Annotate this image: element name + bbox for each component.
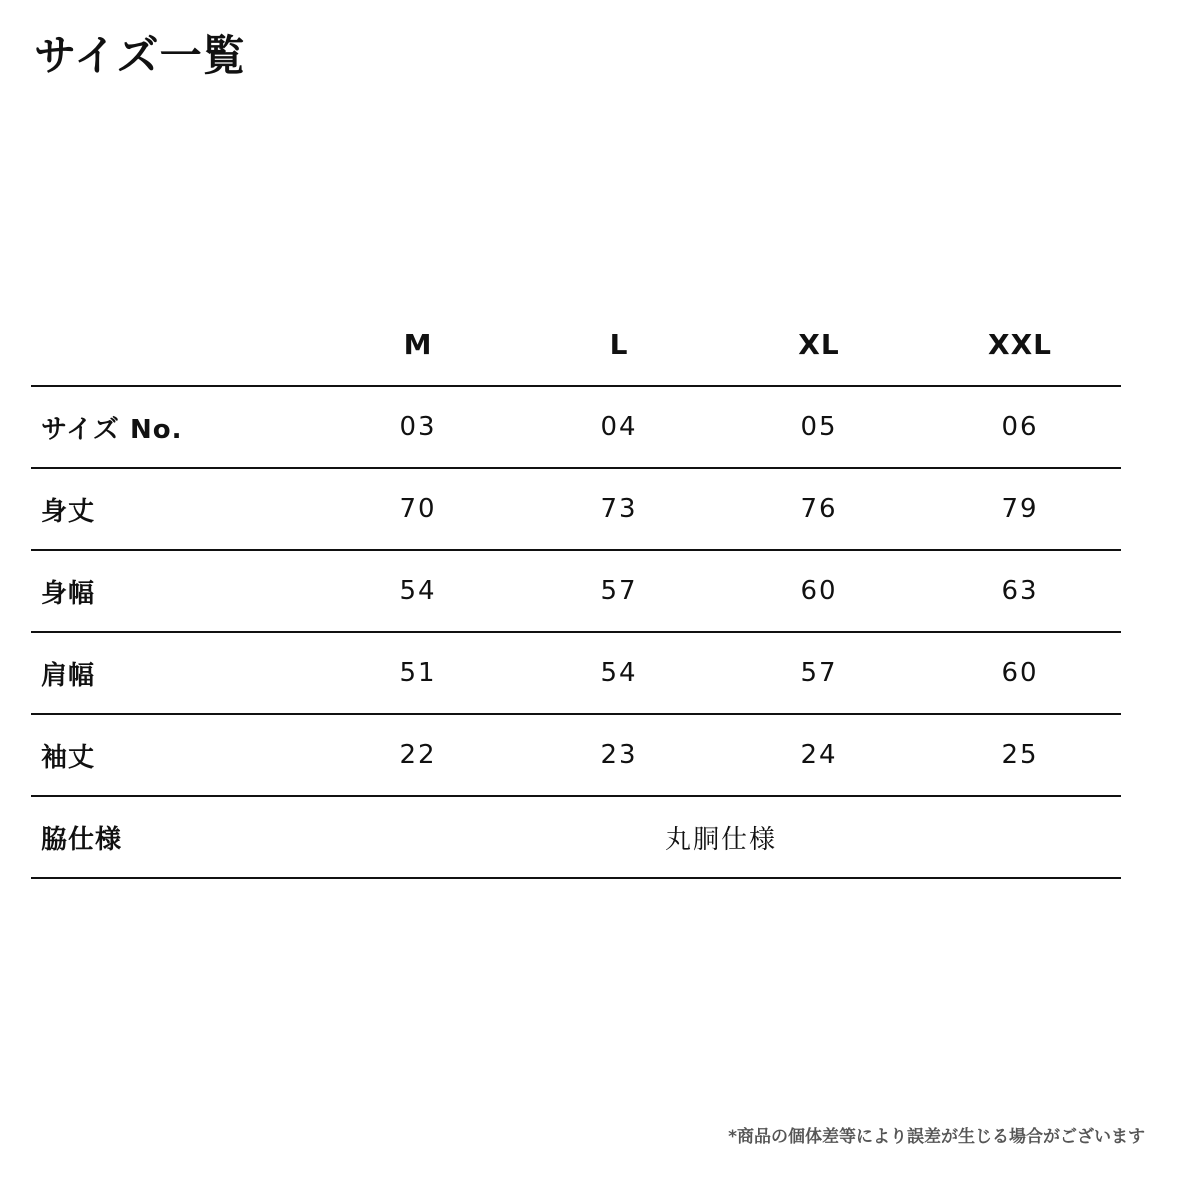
- table-cell: 54: [399, 576, 437, 606]
- table-cell: 22: [399, 740, 437, 770]
- row-label: 脇仕様: [41, 824, 123, 855]
- table-row-body-width: [31, 551, 1121, 633]
- table-cell: 03: [399, 412, 437, 442]
- page-title: サイズ一覧: [34, 31, 246, 80]
- table-row-shoulder-width: [31, 633, 1121, 715]
- table-cell: 76: [800, 494, 838, 524]
- header-cell-l: L: [609, 327, 629, 361]
- footnote: *商品の個体差等により誤差が生じる場合がございます: [728, 1127, 1145, 1147]
- table-cell: 57: [600, 576, 638, 606]
- table-cell: 24: [800, 740, 838, 770]
- table-cell: 60: [800, 576, 838, 606]
- table-row-side-spec: [31, 797, 1121, 879]
- table-cell: 51: [399, 658, 437, 688]
- table-cell: 54: [600, 658, 638, 688]
- row-label: 袖丈: [41, 742, 96, 773]
- table-cell: 60: [1001, 658, 1039, 688]
- table-cell: 63: [1001, 576, 1039, 606]
- table-row-size-no: [31, 387, 1121, 469]
- row-label: サイズ No.: [41, 414, 183, 445]
- table-cell: 57: [800, 658, 838, 688]
- table-cell: 23: [600, 740, 638, 770]
- table-cell: 04: [600, 412, 638, 442]
- row-label: 身幅: [41, 578, 96, 609]
- row-label: 肩幅: [41, 660, 96, 691]
- size-table: [31, 303, 1121, 879]
- table-row-sleeve-length: [31, 715, 1121, 797]
- header-cell-xxl: XXL: [987, 327, 1053, 361]
- table-header-row: [31, 303, 1121, 387]
- side-spec-value: 丸胴仕様: [664, 824, 777, 855]
- header-cell-xl: XL: [798, 327, 840, 361]
- table-cell: 79: [1001, 494, 1039, 524]
- table-cell: 25: [1001, 740, 1039, 770]
- table-row-body-length: [31, 469, 1121, 551]
- table-cell: 73: [600, 494, 638, 524]
- row-label: 身丈: [41, 496, 96, 527]
- header-cell-m: M: [403, 327, 433, 361]
- table-cell: 70: [399, 494, 437, 524]
- table-cell: 05: [800, 412, 838, 442]
- table-cell: 06: [1001, 412, 1039, 442]
